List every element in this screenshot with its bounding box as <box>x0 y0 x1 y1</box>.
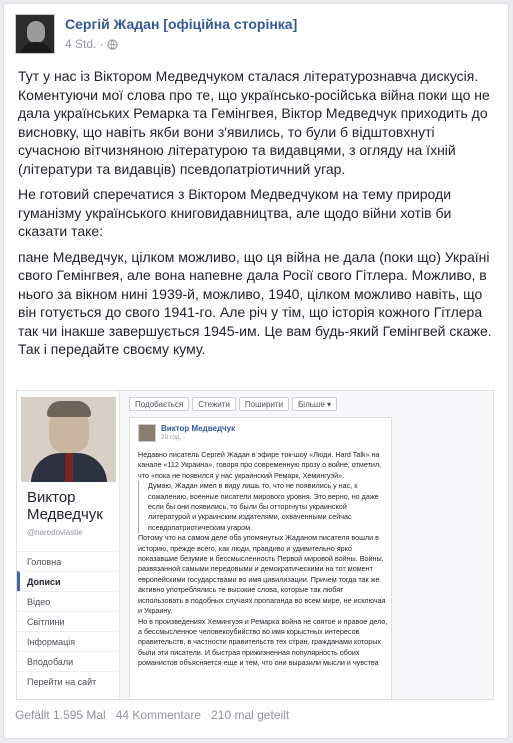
profile-sidebar <box>17 391 120 700</box>
post-paragraph: пане Медведчук, цілком можливо, що ця війна не дала (поки що) Україні свого Гемінгвея, але вона напевне дала Росії свого Гітлера. Можливо, в нього за вікном нині 1939-й, можливо, 1940, цілком можливо навіть, що він готується до свого 1941-го. Але річ у тім, що історія кожного Гітлера так чи інакше завершується 1945-им. Це вам будь-який Гемінгвей скаже. <box>18 248 492 339</box>
post-stats <box>15 708 289 722</box>
quoted-paragraph: Но в произведениях Хемингуэя и Ремарка война не святое и правое дело, а бессмысленное человекоубийство во имя корыстных интересов правительств, в частности правительств тех стран, гражданами которых были эти писатели. И быстрая прижизненная популярность обоих романистов объясняется еще и тем, что они выразили мысли и чувства <box>138 616 388 668</box>
page-toolbar <box>129 397 337 411</box>
likes-count[interactable]: Gefällt 1.595 Mal <box>15 708 106 722</box>
like-page-button: Подобається <box>129 397 189 411</box>
nav-item: Дописи <box>17 571 120 591</box>
quoted-text <box>138 450 388 669</box>
nav-item: Вподобали <box>17 651 120 671</box>
avatar[interactable] <box>15 14 55 54</box>
quoted-paragraph: Недавно писатель Сергей Жадан в эфире ток-шоу «Люди. Hard Talk» на канале «112 Украина», говоря про современную прозу о войне, отметил, что «пока не появился у нас украинский Ремарк, Хемингуэй». <box>138 450 382 480</box>
quoted-paragraph: Потому что на самом деле оба упомянутых Жаданом писателя вошли в историю, прежде всего, как люди, правдиво и удивительно ярко показавшие безумие и бессмысленность Первой мировой войны. Войны, развязанной самыми передовыми и демократическими на тот момент европейскими государствами во имя цивилизации. Причем тогда так же активно употреблялись те высокие слова, которые так любят использовать в подобных случаях пропаганда во всем мире, не исключая и Украину. <box>138 533 386 616</box>
nav-item: Перейти на сайт <box>17 671 120 691</box>
quoted-paragraph: Думаю, Жадан имел в виду лишь то, что не появились у нас, к сожалению, военные писатели мирового уровня. Это верно, но даже если бы они появились, то были бы отторгнуты украинской литературой и украинским издателями, охваченными сейчас псевдопатриотическим угаром. <box>138 481 388 533</box>
more-button: Більше ▾ <box>292 397 337 411</box>
post-paragraph: Тут у нас із Віктором Медведчуком сталася літературознавча дискусія. Коментуючи мої слова про те, що українсько-російська війна поки що не дала українських Ремарка та Гемінгвея, Віктор Медведчук приходить до висновку, що навіть якби вони з'явились, то були б відштовхнуті сучасною вітчизняною літературою та видавцями, з огляду на їхній (літератури та видавців) псевдопатріотичний угар. <box>18 68 490 177</box>
profile-nav <box>17 551 120 691</box>
nav-item: Світлини <box>17 611 120 631</box>
profile-photo <box>21 397 116 482</box>
share-button: Поширити <box>239 397 289 411</box>
author-name[interactable]: Сергій Жадан [офіційна сторінка] <box>65 16 298 32</box>
attached-screenshot[interactable] <box>16 390 494 700</box>
comments-count[interactable]: 44 Kommentare <box>115 708 202 722</box>
quoted-author: Виктор Медведчук <box>161 424 236 433</box>
nav-item: Інформація <box>17 631 120 651</box>
globe-icon <box>107 39 118 50</box>
quoted-avatar <box>138 424 156 442</box>
post-header <box>15 14 297 58</box>
post-time[interactable]: 4 Std. · <box>65 37 104 51</box>
quoted-post <box>129 417 392 700</box>
post-text <box>18 67 500 366</box>
post-paragraph: Не готовий сперечатися з Віктором Медведчуком на тему природи гуманізму українського книговидавництва, але щодо війни хотів би сказати таке: <box>18 186 452 239</box>
profile-name: Виктор Медведчук <box>27 489 103 523</box>
follow-button: Стежити <box>192 397 236 411</box>
post-paragraph: Так і передайте своєму куму. <box>18 341 206 357</box>
profile-handle: @narodovlastie <box>27 528 83 537</box>
post-card <box>3 3 509 739</box>
quoted-date: 20 год. · <box>161 434 186 441</box>
shares-count[interactable]: 210 mal geteilt <box>211 708 290 722</box>
nav-item: Відео <box>17 591 120 611</box>
nav-item: Головна <box>17 551 120 571</box>
